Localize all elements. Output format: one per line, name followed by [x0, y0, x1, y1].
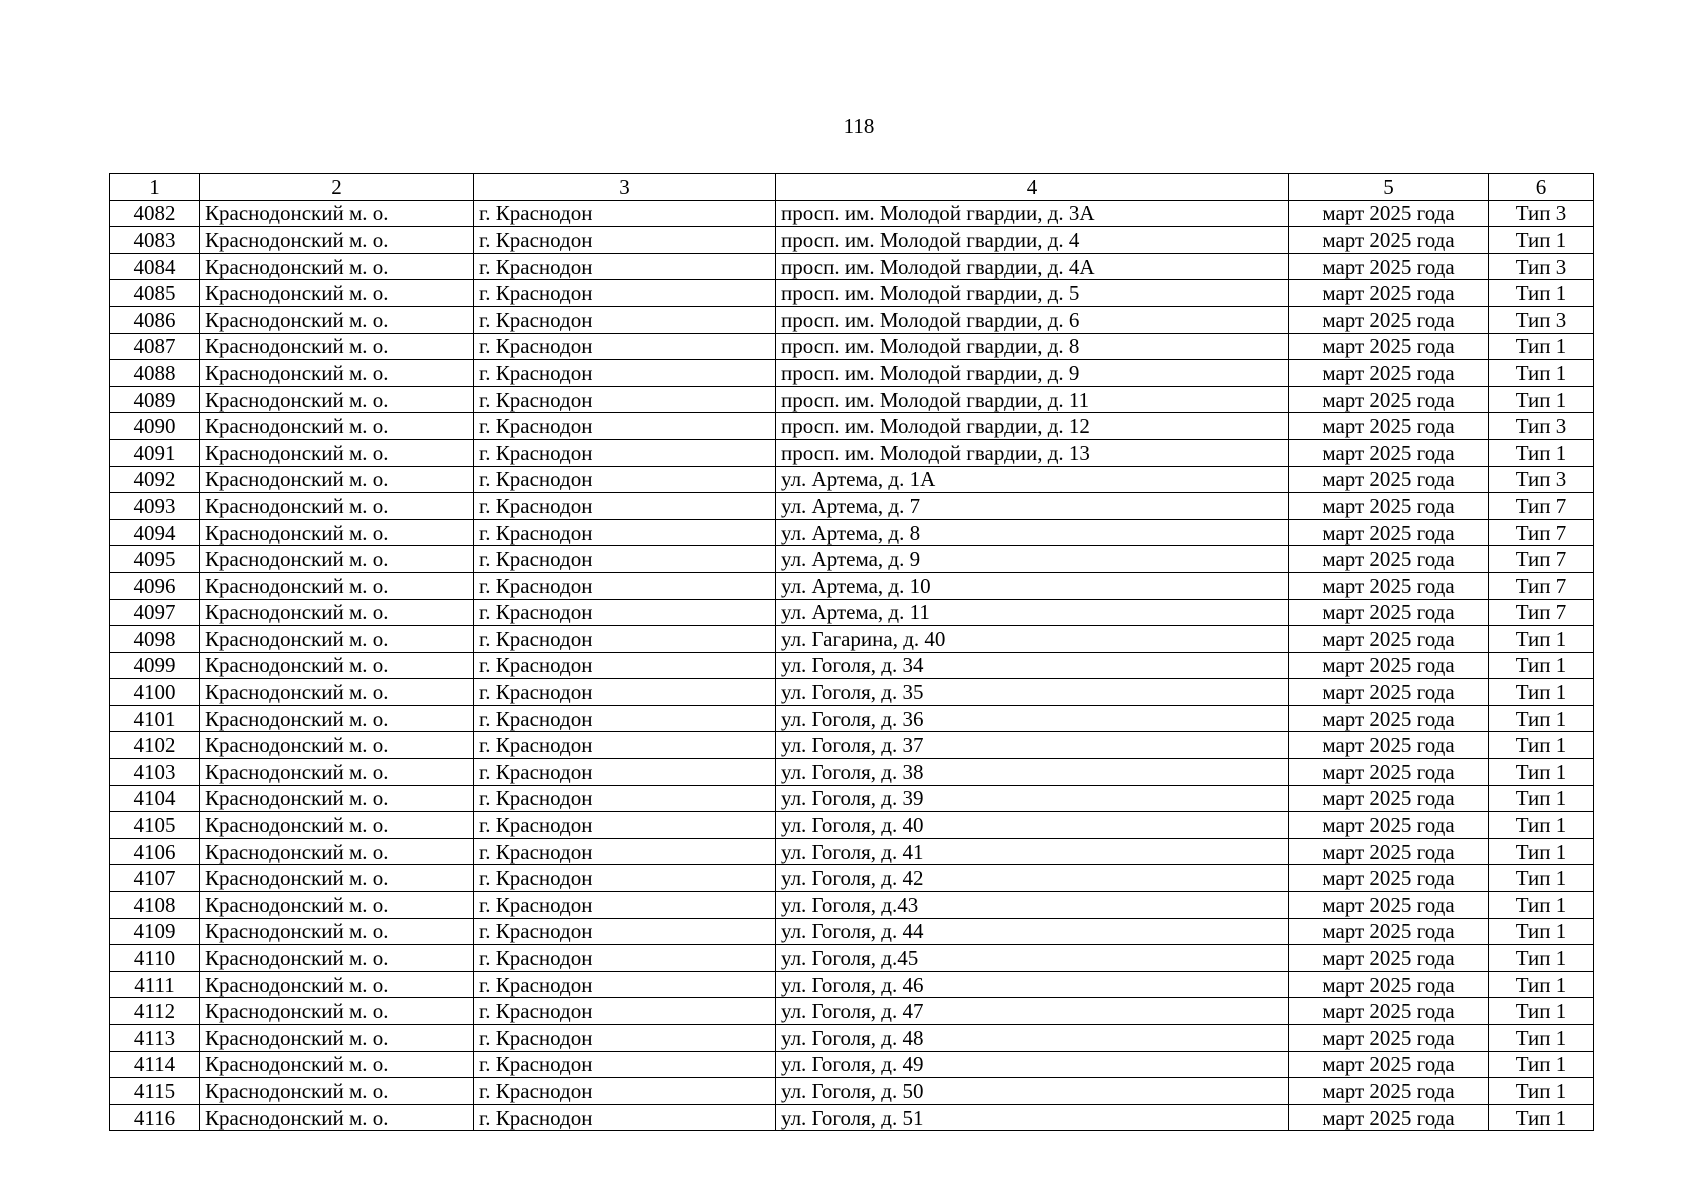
- table-row: [110, 253, 1594, 280]
- date-cell: март 2025 года: [1289, 892, 1489, 919]
- table-row: [110, 439, 1594, 466]
- housing-registry-table: [109, 173, 1594, 1131]
- city-cell: г. Краснодон: [474, 572, 776, 599]
- date-cell: март 2025 года: [1289, 599, 1489, 626]
- date-cell: март 2025 года: [1289, 732, 1489, 759]
- type-cell: Тип 3: [1489, 413, 1594, 440]
- type-cell: Тип 3: [1489, 466, 1594, 493]
- table-row: [110, 413, 1594, 440]
- type-cell: Тип 1: [1489, 918, 1594, 945]
- district-cell: Краснодонский м. о.: [200, 227, 474, 254]
- table-row: [110, 626, 1594, 653]
- district-cell: Краснодонский м. о.: [200, 572, 474, 599]
- district-cell: Краснодонский м. о.: [200, 466, 474, 493]
- row-number: 4084: [110, 253, 200, 280]
- address-cell: просп. им. Молодой гвардии, д. 6: [776, 306, 1289, 333]
- district-cell: Краснодонский м. о.: [200, 1104, 474, 1131]
- district-cell: Краснодонский м. о.: [200, 333, 474, 360]
- table-row: [110, 971, 1594, 998]
- district-cell: Краснодонский м. о.: [200, 759, 474, 786]
- row-number: 4099: [110, 652, 200, 679]
- table-row: [110, 865, 1594, 892]
- table-row: [110, 785, 1594, 812]
- district-cell: Краснодонский м. о.: [200, 439, 474, 466]
- address-cell: ул. Артема, д. 9: [776, 546, 1289, 573]
- district-cell: Краснодонский м. о.: [200, 386, 474, 413]
- table-row: [110, 1104, 1594, 1131]
- type-cell: Тип 7: [1489, 493, 1594, 520]
- city-cell: г. Краснодон: [474, 1104, 776, 1131]
- date-cell: март 2025 года: [1289, 998, 1489, 1025]
- address-cell: просп. им. Молодой гвардии, д. 8: [776, 333, 1289, 360]
- city-cell: г. Краснодон: [474, 679, 776, 706]
- district-cell: Краснодонский м. о.: [200, 200, 474, 227]
- district-cell: Краснодонский м. о.: [200, 1051, 474, 1078]
- type-cell: Тип 7: [1489, 546, 1594, 573]
- type-cell: Тип 1: [1489, 785, 1594, 812]
- address-cell: ул. Гоголя, д. 50: [776, 1078, 1289, 1105]
- district-cell: Краснодонский м. о.: [200, 1025, 474, 1052]
- city-cell: г. Краснодон: [474, 1078, 776, 1105]
- address-cell: просп. им. Молодой гвардии, д. 4А: [776, 253, 1289, 280]
- date-cell: март 2025 года: [1289, 1025, 1489, 1052]
- type-cell: Тип 1: [1489, 812, 1594, 839]
- table-row: [110, 493, 1594, 520]
- row-number: 4093: [110, 493, 200, 520]
- table-row: [110, 759, 1594, 786]
- city-cell: г. Краснодон: [474, 785, 776, 812]
- row-number: 4105: [110, 812, 200, 839]
- city-cell: г. Краснодон: [474, 652, 776, 679]
- address-cell: просп. им. Молодой гвардии, д. 13: [776, 439, 1289, 466]
- address-cell: ул. Гоголя, д. 36: [776, 705, 1289, 732]
- district-cell: Краснодонский м. о.: [200, 280, 474, 307]
- city-cell: г. Краснодон: [474, 599, 776, 626]
- address-cell: просп. им. Молодой гвардии, д. 5: [776, 280, 1289, 307]
- row-number: 4101: [110, 705, 200, 732]
- column-header-6: 6: [1489, 174, 1594, 201]
- address-cell: просп. им. Молодой гвардии, д. 11: [776, 386, 1289, 413]
- type-cell: Тип 7: [1489, 599, 1594, 626]
- table-row: [110, 918, 1594, 945]
- date-cell: март 2025 года: [1289, 971, 1489, 998]
- type-cell: Тип 3: [1489, 253, 1594, 280]
- type-cell: Тип 3: [1489, 200, 1594, 227]
- date-cell: март 2025 года: [1289, 1104, 1489, 1131]
- table-row: [110, 679, 1594, 706]
- date-cell: март 2025 года: [1289, 493, 1489, 520]
- address-cell: ул. Гоголя, д. 44: [776, 918, 1289, 945]
- address-cell: просп. им. Молодой гвардии, д. 4: [776, 227, 1289, 254]
- address-cell: ул. Артема, д. 10: [776, 572, 1289, 599]
- city-cell: г. Краснодон: [474, 705, 776, 732]
- type-cell: Тип 1: [1489, 280, 1594, 307]
- address-cell: ул. Гоголя, д.43: [776, 892, 1289, 919]
- address-cell: ул. Гоголя, д. 38: [776, 759, 1289, 786]
- type-cell: Тип 1: [1489, 945, 1594, 972]
- row-number: 4109: [110, 918, 200, 945]
- district-cell: Краснодонский м. о.: [200, 679, 474, 706]
- table-row: [110, 652, 1594, 679]
- address-cell: ул. Артема, д. 11: [776, 599, 1289, 626]
- date-cell: март 2025 года: [1289, 333, 1489, 360]
- row-number: 4102: [110, 732, 200, 759]
- address-cell: ул. Гоголя, д. 51: [776, 1104, 1289, 1131]
- date-cell: март 2025 года: [1289, 626, 1489, 653]
- date-cell: март 2025 года: [1289, 519, 1489, 546]
- table-row: [110, 838, 1594, 865]
- address-cell: ул. Артема, д. 1А: [776, 466, 1289, 493]
- table-row: [110, 386, 1594, 413]
- row-number: 4106: [110, 838, 200, 865]
- table-row: [110, 892, 1594, 919]
- district-cell: Краснодонский м. о.: [200, 413, 474, 440]
- table-row: [110, 466, 1594, 493]
- city-cell: г. Краснодон: [474, 360, 776, 387]
- row-number: 4098: [110, 626, 200, 653]
- city-cell: г. Краснодон: [474, 865, 776, 892]
- district-cell: Краснодонский м. о.: [200, 546, 474, 573]
- city-cell: г. Краснодон: [474, 493, 776, 520]
- table-row: [110, 360, 1594, 387]
- row-number: 4091: [110, 439, 200, 466]
- address-cell: ул. Гоголя, д. 35: [776, 679, 1289, 706]
- district-cell: Краснодонский м. о.: [200, 812, 474, 839]
- address-cell: ул. Артема, д. 8: [776, 519, 1289, 546]
- district-cell: Краснодонский м. о.: [200, 519, 474, 546]
- table-row: [110, 200, 1594, 227]
- type-cell: Тип 1: [1489, 892, 1594, 919]
- table-row: [110, 1025, 1594, 1052]
- type-cell: Тип 7: [1489, 572, 1594, 599]
- address-cell: ул. Гоголя, д. 39: [776, 785, 1289, 812]
- address-cell: ул. Гоголя, д. 37: [776, 732, 1289, 759]
- table-row: [110, 1078, 1594, 1105]
- row-number: 4103: [110, 759, 200, 786]
- type-cell: Тип 1: [1489, 333, 1594, 360]
- district-cell: Краснодонский м. о.: [200, 945, 474, 972]
- address-cell: просп. им. Молодой гвардии, д. 9: [776, 360, 1289, 387]
- address-cell: ул. Гагарина, д. 40: [776, 626, 1289, 653]
- address-cell: ул. Гоголя, д. 40: [776, 812, 1289, 839]
- district-cell: Краснодонский м. о.: [200, 838, 474, 865]
- city-cell: г. Краснодон: [474, 386, 776, 413]
- date-cell: март 2025 года: [1289, 705, 1489, 732]
- date-cell: март 2025 года: [1289, 306, 1489, 333]
- district-cell: Краснодонский м. о.: [200, 892, 474, 919]
- address-cell: ул. Гоголя, д. 42: [776, 865, 1289, 892]
- row-number: 4107: [110, 865, 200, 892]
- table-row: [110, 1051, 1594, 1078]
- city-cell: г. Краснодон: [474, 200, 776, 227]
- row-number: 4111: [110, 971, 200, 998]
- row-number: 4083: [110, 227, 200, 254]
- city-cell: г. Краснодон: [474, 1051, 776, 1078]
- date-cell: март 2025 года: [1289, 652, 1489, 679]
- date-cell: март 2025 года: [1289, 227, 1489, 254]
- date-cell: март 2025 года: [1289, 360, 1489, 387]
- date-cell: март 2025 года: [1289, 386, 1489, 413]
- city-cell: г. Краснодон: [474, 227, 776, 254]
- district-cell: Краснодонский м. о.: [200, 785, 474, 812]
- city-cell: г. Краснодон: [474, 998, 776, 1025]
- district-cell: Краснодонский м. о.: [200, 705, 474, 732]
- row-number: 4110: [110, 945, 200, 972]
- address-cell: ул. Гоголя, д. 49: [776, 1051, 1289, 1078]
- district-cell: Краснодонский м. о.: [200, 360, 474, 387]
- table-row: [110, 812, 1594, 839]
- type-cell: Тип 1: [1489, 386, 1594, 413]
- row-number: 4082: [110, 200, 200, 227]
- city-cell: г. Краснодон: [474, 280, 776, 307]
- table-row: [110, 227, 1594, 254]
- city-cell: г. Краснодон: [474, 306, 776, 333]
- row-number: 4115: [110, 1078, 200, 1105]
- city-cell: г. Краснодон: [474, 812, 776, 839]
- row-number: 4086: [110, 306, 200, 333]
- address-cell: ул. Гоголя, д. 48: [776, 1025, 1289, 1052]
- type-cell: Тип 1: [1489, 626, 1594, 653]
- table-row: [110, 998, 1594, 1025]
- table-row: [110, 599, 1594, 626]
- city-cell: г. Краснодон: [474, 759, 776, 786]
- city-cell: г. Краснодон: [474, 413, 776, 440]
- type-cell: Тип 1: [1489, 360, 1594, 387]
- row-number: 4096: [110, 572, 200, 599]
- row-number: 4100: [110, 679, 200, 706]
- type-cell: Тип 1: [1489, 679, 1594, 706]
- type-cell: Тип 1: [1489, 838, 1594, 865]
- type-cell: Тип 1: [1489, 1104, 1594, 1131]
- row-number: 4113: [110, 1025, 200, 1052]
- city-cell: г. Краснодон: [474, 945, 776, 972]
- date-cell: март 2025 года: [1289, 945, 1489, 972]
- district-cell: Краснодонский м. о.: [200, 253, 474, 280]
- date-cell: март 2025 года: [1289, 838, 1489, 865]
- table-row: [110, 732, 1594, 759]
- type-cell: Тип 1: [1489, 227, 1594, 254]
- type-cell: Тип 1: [1489, 865, 1594, 892]
- city-cell: г. Краснодон: [474, 333, 776, 360]
- address-cell: ул. Гоголя, д.45: [776, 945, 1289, 972]
- date-cell: март 2025 года: [1289, 1078, 1489, 1105]
- city-cell: г. Краснодон: [474, 971, 776, 998]
- table-row: [110, 945, 1594, 972]
- city-cell: г. Краснодон: [474, 439, 776, 466]
- table-header-row: [110, 174, 1594, 201]
- date-cell: март 2025 года: [1289, 865, 1489, 892]
- date-cell: март 2025 года: [1289, 413, 1489, 440]
- type-cell: Тип 1: [1489, 1025, 1594, 1052]
- column-header-2: 2: [200, 174, 474, 201]
- page-number: 118: [843, 114, 875, 138]
- date-cell: март 2025 года: [1289, 812, 1489, 839]
- column-header-1: 1: [110, 174, 200, 201]
- type-cell: Тип 1: [1489, 998, 1594, 1025]
- district-cell: Краснодонский м. о.: [200, 998, 474, 1025]
- district-cell: Краснодонский м. о.: [200, 599, 474, 626]
- type-cell: Тип 1: [1489, 705, 1594, 732]
- city-cell: г. Краснодон: [474, 253, 776, 280]
- date-cell: март 2025 года: [1289, 466, 1489, 493]
- date-cell: март 2025 года: [1289, 759, 1489, 786]
- row-number: 4112: [110, 998, 200, 1025]
- date-cell: март 2025 года: [1289, 918, 1489, 945]
- table-row: [110, 519, 1594, 546]
- district-cell: Краснодонский м. о.: [200, 493, 474, 520]
- district-cell: Краснодонский м. о.: [200, 918, 474, 945]
- city-cell: г. Краснодон: [474, 918, 776, 945]
- district-cell: Краснодонский м. о.: [200, 652, 474, 679]
- type-cell: Тип 1: [1489, 732, 1594, 759]
- table-body: [110, 200, 1594, 1131]
- date-cell: март 2025 года: [1289, 439, 1489, 466]
- table-row: [110, 546, 1594, 573]
- address-cell: просп. им. Молодой гвардии, д. 3А: [776, 200, 1289, 227]
- city-cell: г. Краснодон: [474, 732, 776, 759]
- type-cell: Тип 1: [1489, 1078, 1594, 1105]
- date-cell: март 2025 года: [1289, 253, 1489, 280]
- city-cell: г. Краснодон: [474, 466, 776, 493]
- district-cell: Краснодонский м. о.: [200, 626, 474, 653]
- date-cell: март 2025 года: [1289, 572, 1489, 599]
- row-number: 4094: [110, 519, 200, 546]
- city-cell: г. Краснодон: [474, 546, 776, 573]
- row-number: 4097: [110, 599, 200, 626]
- date-cell: март 2025 года: [1289, 1051, 1489, 1078]
- type-cell: Тип 3: [1489, 306, 1594, 333]
- address-cell: ул. Гоголя, д. 41: [776, 838, 1289, 865]
- row-number: 4092: [110, 466, 200, 493]
- type-cell: Тип 7: [1489, 519, 1594, 546]
- date-cell: март 2025 года: [1289, 280, 1489, 307]
- row-number: 4114: [110, 1051, 200, 1078]
- table-row: [110, 572, 1594, 599]
- table-row: [110, 306, 1594, 333]
- date-cell: март 2025 года: [1289, 200, 1489, 227]
- district-cell: Краснодонский м. о.: [200, 306, 474, 333]
- table-row: [110, 705, 1594, 732]
- city-cell: г. Краснодон: [474, 626, 776, 653]
- row-number: 4116: [110, 1104, 200, 1131]
- district-cell: Краснодонский м. о.: [200, 732, 474, 759]
- date-cell: март 2025 года: [1289, 679, 1489, 706]
- row-number: 4088: [110, 360, 200, 387]
- table-row: [110, 280, 1594, 307]
- table-row: [110, 333, 1594, 360]
- district-cell: Краснодонский м. о.: [200, 865, 474, 892]
- city-cell: г. Краснодон: [474, 1025, 776, 1052]
- row-number: 4087: [110, 333, 200, 360]
- city-cell: г. Краснодон: [474, 892, 776, 919]
- type-cell: Тип 1: [1489, 971, 1594, 998]
- type-cell: Тип 1: [1489, 759, 1594, 786]
- date-cell: март 2025 года: [1289, 785, 1489, 812]
- district-cell: Краснодонский м. о.: [200, 1078, 474, 1105]
- column-header-3: 3: [474, 174, 776, 201]
- row-number: 4085: [110, 280, 200, 307]
- city-cell: г. Краснодон: [474, 519, 776, 546]
- city-cell: г. Краснодон: [474, 838, 776, 865]
- address-cell: ул. Гоголя, д. 34: [776, 652, 1289, 679]
- address-cell: ул. Гоголя, д. 46: [776, 971, 1289, 998]
- address-cell: ул. Артема, д. 7: [776, 493, 1289, 520]
- row-number: 4095: [110, 546, 200, 573]
- district-cell: Краснодонский м. о.: [200, 971, 474, 998]
- address-cell: просп. им. Молодой гвардии, д. 12: [776, 413, 1289, 440]
- row-number: 4104: [110, 785, 200, 812]
- column-header-5: 5: [1289, 174, 1489, 201]
- date-cell: март 2025 года: [1289, 546, 1489, 573]
- type-cell: Тип 1: [1489, 439, 1594, 466]
- type-cell: Тип 1: [1489, 1051, 1594, 1078]
- column-header-4: 4: [776, 174, 1289, 201]
- row-number: 4108: [110, 892, 200, 919]
- row-number: 4089: [110, 386, 200, 413]
- address-cell: ул. Гоголя, д. 47: [776, 998, 1289, 1025]
- type-cell: Тип 1: [1489, 652, 1594, 679]
- row-number: 4090: [110, 413, 200, 440]
